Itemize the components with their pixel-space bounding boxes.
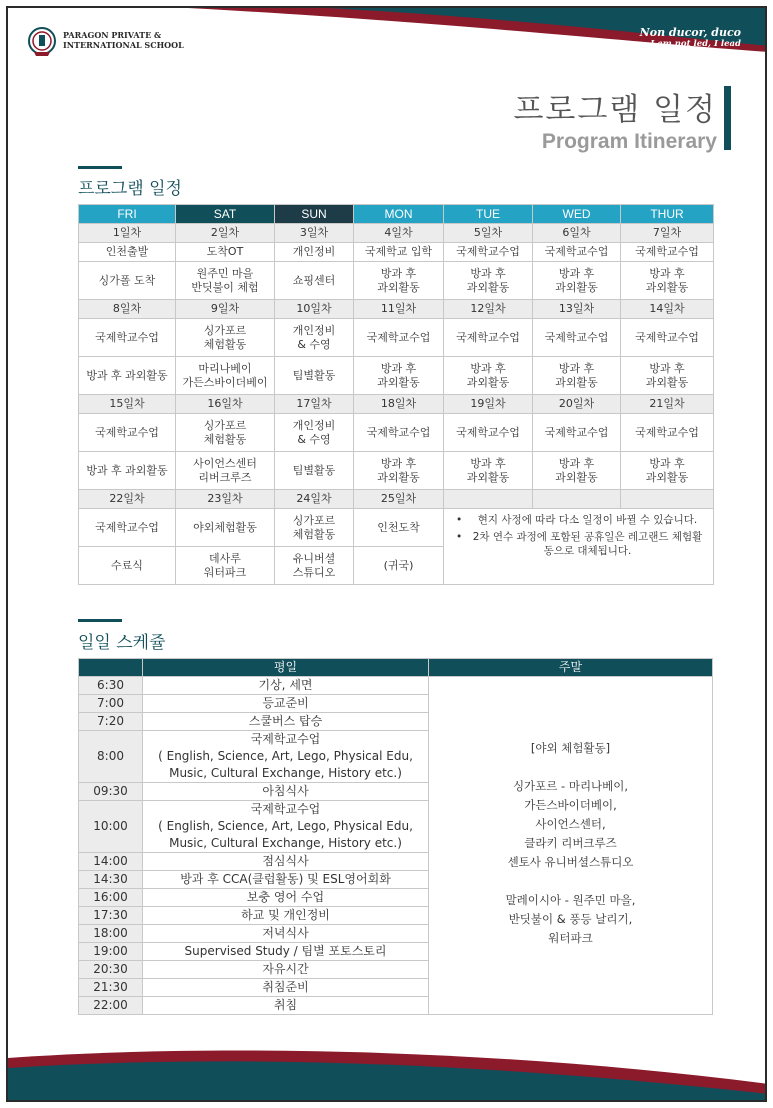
col-header: SUN	[275, 205, 354, 224]
activity-cell: 야외체험활동	[176, 509, 275, 547]
activity-cell: 마리나베이 가든스바이더베이	[176, 357, 275, 395]
activity-cell: 방과 후 과외활동	[621, 452, 714, 490]
day-cell: 14일차	[621, 300, 714, 319]
time-cell: 20:30	[79, 961, 143, 979]
day-cell: 17일차	[275, 395, 354, 414]
activity-cell: 싱가포르 체험활동	[275, 509, 354, 547]
activity-cell: 국제학교수업	[444, 243, 533, 262]
activity-cell: 방과 후 과외활동	[354, 452, 444, 490]
activity-cell: 국제학교수업	[533, 319, 621, 357]
weekend-line: 가든스바이더베이,	[524, 798, 617, 812]
day-cell: 8일차	[79, 300, 176, 319]
activity-cell: 수료식	[79, 547, 176, 585]
weekday-activity-cell: 국제학교수업 ( English, Science, Art, Lego, Physical Edu, Music, Cultural Exchange, History etc.)	[143, 731, 429, 783]
time-cell: 8:00	[79, 731, 143, 783]
daily-header-row	[79, 659, 713, 677]
day-cell: 13일차	[533, 300, 621, 319]
activity-cell: 인천도착	[354, 509, 444, 547]
col-header: THUR	[621, 205, 714, 224]
weekday-activity-cell: 스쿨버스 탑승	[143, 713, 429, 731]
weekend-activities-cell	[429, 677, 713, 1015]
activity-cell: 팀별활동	[275, 357, 354, 395]
weekday-activity-cell: 아침식사	[143, 783, 429, 801]
activity-cell: 방과 후 과외활동	[354, 262, 444, 300]
activity-cell: 방과 후 과외활동	[444, 262, 533, 300]
weekday-col-header: 평일	[143, 659, 429, 677]
weekend-col-header: 주말	[429, 659, 713, 677]
school-name-line1: PARAGON PRIVATE &	[63, 30, 162, 40]
activity-cell: 도착OT	[176, 243, 275, 262]
time-cell: 09:30	[79, 783, 143, 801]
activity-cell: 사이언스센터 리버크루즈	[176, 452, 275, 490]
activity-row	[79, 509, 714, 547]
col-header: TUE	[444, 205, 533, 224]
activity-cell: 원주민 마을 반딧불이 체험	[176, 262, 275, 300]
empty-cell	[444, 490, 533, 509]
time-cell: 18:00	[79, 925, 143, 943]
weekday-activity-cell: 기상, 세면	[143, 677, 429, 695]
section-accent-line	[78, 619, 122, 622]
day-cell: 25일차	[354, 490, 444, 509]
daily-section-title: 일일 스케쥴	[78, 633, 166, 653]
day-cell: 19일차	[444, 395, 533, 414]
weekday-activity-cell: Supervised Study / 팀별 포토스토리	[143, 943, 429, 961]
activity-cell: 방과 후 과외활동	[444, 357, 533, 395]
activity-cell: 국제학교수업	[354, 414, 444, 452]
activity-cell: 국제학교수업	[79, 509, 176, 547]
activity-cell: 싱가포르 체험활동	[176, 414, 275, 452]
weekend-line: 클라키 리버크루즈	[524, 836, 617, 850]
time-cell: 21:30	[79, 979, 143, 997]
activity-cell: 개인정비 & 수영	[275, 414, 354, 452]
weekday-activity-cell: 국제학교수업 ( English, Science, Art, Lego, Physical Edu, Music, Cultural Exchange, History etc.)	[143, 801, 429, 853]
time-cell: 17:30	[79, 907, 143, 925]
weekday-activity-cell: 자유시간	[143, 961, 429, 979]
time-cell: 14:30	[79, 871, 143, 889]
activity-cell: 방과 후 과외활동	[444, 452, 533, 490]
day-cell: 15일차	[79, 395, 176, 414]
day-cell: 24일차	[275, 490, 354, 509]
weekday-activity-cell: 방과 후 CCA(클럽활동) 및 ESL영어회화	[143, 871, 429, 889]
title-accent-bar	[724, 86, 731, 150]
activity-cell: 방과 후 과외활동	[533, 357, 621, 395]
day-cell: 4일차	[354, 224, 444, 243]
time-cell: 7:00	[79, 695, 143, 713]
time-cell: 16:00	[79, 889, 143, 907]
itinerary-section-title: 프로그램 일정	[78, 179, 182, 199]
day-cell: 16일차	[176, 395, 275, 414]
activity-cell: 방과 후 과외활동	[533, 262, 621, 300]
activity-cell: 국제학교수업	[621, 414, 714, 452]
col-header: FRI	[79, 205, 176, 224]
school-name	[63, 30, 184, 50]
empty-cell	[621, 490, 714, 509]
time-cell: 22:00	[79, 997, 143, 1015]
day-cell: 9일차	[176, 300, 275, 319]
day-cell: 1일차	[79, 224, 176, 243]
weekday-activity-cell: 등교준비	[143, 695, 429, 713]
activity-cell: 데사루 워터파크	[176, 547, 275, 585]
activity-row	[79, 243, 714, 262]
day-cell: 12일차	[444, 300, 533, 319]
day-cell: 2일차	[176, 224, 275, 243]
motto-english: ~I am not led, I lead	[643, 39, 741, 49]
day-cell: 7일차	[621, 224, 714, 243]
weekday-activity-cell: 취침준비	[143, 979, 429, 997]
day-cell: 23일차	[176, 490, 275, 509]
activity-cell: 팀별활동	[275, 452, 354, 490]
itinerary-table	[78, 204, 714, 585]
weekday-activity-cell: 점심식사	[143, 853, 429, 871]
col-header: SAT	[176, 205, 275, 224]
activity-cell: (귀국)	[354, 547, 444, 585]
activity-row	[79, 319, 714, 357]
activity-cell: 유니버셜 스튜디오	[275, 547, 354, 585]
weekday-activity-cell: 취침	[143, 997, 429, 1015]
weekend-line: [야외 체험활동]	[530, 741, 611, 755]
activity-cell: 방과 후 과외활동	[533, 452, 621, 490]
day-number-row	[79, 490, 714, 509]
activity-cell: 국제학교수업	[621, 319, 714, 357]
activity-row	[79, 262, 714, 300]
day-cell: 11일차	[354, 300, 444, 319]
schedule-row	[79, 677, 713, 695]
time-cell: 14:00	[79, 853, 143, 871]
activity-cell: 개인정비 & 수영	[275, 319, 354, 357]
page-title-korean: 프로그램 일정	[513, 92, 717, 128]
day-cell: 18일차	[354, 395, 444, 414]
page	[6, 6, 767, 1102]
weekend-line	[429, 758, 712, 777]
activity-cell: 국제학교수업	[533, 243, 621, 262]
time-cell: 6:30	[79, 677, 143, 695]
activity-cell: 싱가폴 도착	[79, 262, 176, 300]
activity-cell: 싱가포르 체험활동	[176, 319, 275, 357]
weekday-activity-cell: 보충 영어 수업	[143, 889, 429, 907]
weekend-line: 워터파크	[548, 931, 593, 945]
activity-cell: 개인정비	[275, 243, 354, 262]
col-header: MON	[354, 205, 444, 224]
activity-cell: 국제학교수업	[79, 319, 176, 357]
activity-cell: 쇼핑센터	[275, 262, 354, 300]
note-item: • 2차 연수 과정에 포함된 공휴일은 레고랜드 체험활동으로 대체됩니다.	[452, 530, 705, 558]
activity-cell: 방과 후 과외활동	[354, 357, 444, 395]
activity-row	[79, 357, 714, 395]
empty-cell	[533, 490, 621, 509]
weekday-activity-cell: 하교 및 개인정비	[143, 907, 429, 925]
day-cell: 3일차	[275, 224, 354, 243]
weekday-activity-cell: 저녁식사	[143, 925, 429, 943]
weekend-line: 말레이시아 - 원주민 마을,	[505, 893, 636, 907]
page-title-english: Program Itinerary	[541, 130, 717, 153]
time-cell: 10:00	[79, 801, 143, 853]
school-crest-icon	[28, 26, 56, 58]
weekend-line: 센토사 유니버셜스튜디오	[507, 855, 634, 869]
activity-cell: 국제학교 입학	[354, 243, 444, 262]
weekend-line: 싱가포르 - 마리나베이,	[512, 779, 629, 793]
day-cell: 21일차	[621, 395, 714, 414]
school-name-line2: INTERNATIONAL SCHOOL	[63, 40, 184, 50]
activity-cell: 국제학교수업	[79, 414, 176, 452]
time-col-header	[79, 659, 143, 677]
activity-cell: 인천출발	[79, 243, 176, 262]
activity-cell: 국제학교수업	[444, 414, 533, 452]
activity-cell: 방과 후 과외활동	[79, 357, 176, 395]
daily-schedule-table	[78, 658, 713, 1015]
time-cell: 19:00	[79, 943, 143, 961]
motto	[640, 26, 741, 49]
motto-latin: Non ducor, duco	[639, 26, 741, 39]
activity-row	[79, 452, 714, 490]
day-number-row	[79, 300, 714, 319]
section-accent-line	[78, 166, 122, 169]
activity-cell: 방과 후 과외활동	[621, 357, 714, 395]
weekend-line: 반딧불이 & 풍등 날리기,	[508, 912, 633, 926]
day-number-row	[79, 395, 714, 414]
footer-banner	[8, 1044, 767, 1100]
activity-cell: 국제학교수업	[621, 243, 714, 262]
weekend-line: 사이언스센터,	[535, 817, 606, 831]
activity-row	[79, 414, 714, 452]
activity-cell: 방과 후 과외활동	[621, 262, 714, 300]
weekend-line	[429, 872, 712, 891]
day-cell: 5일차	[444, 224, 533, 243]
note-item: • 현지 사정에 따라 다소 일정이 바뀔 수 있습니다.	[452, 513, 705, 527]
time-cell: 7:20	[79, 713, 143, 731]
activity-cell: 국제학교수업	[533, 414, 621, 452]
day-cell: 10일차	[275, 300, 354, 319]
itinerary-notes	[444, 509, 714, 585]
itinerary-header-row	[79, 205, 714, 224]
day-cell: 20일차	[533, 395, 621, 414]
day-number-row	[79, 224, 714, 243]
activity-cell: 국제학교수업	[354, 319, 444, 357]
col-header: WED	[533, 205, 621, 224]
activity-cell: 방과 후 과외활동	[79, 452, 176, 490]
activity-cell: 국제학교수업	[444, 319, 533, 357]
day-cell: 22일차	[79, 490, 176, 509]
day-cell: 6일차	[533, 224, 621, 243]
